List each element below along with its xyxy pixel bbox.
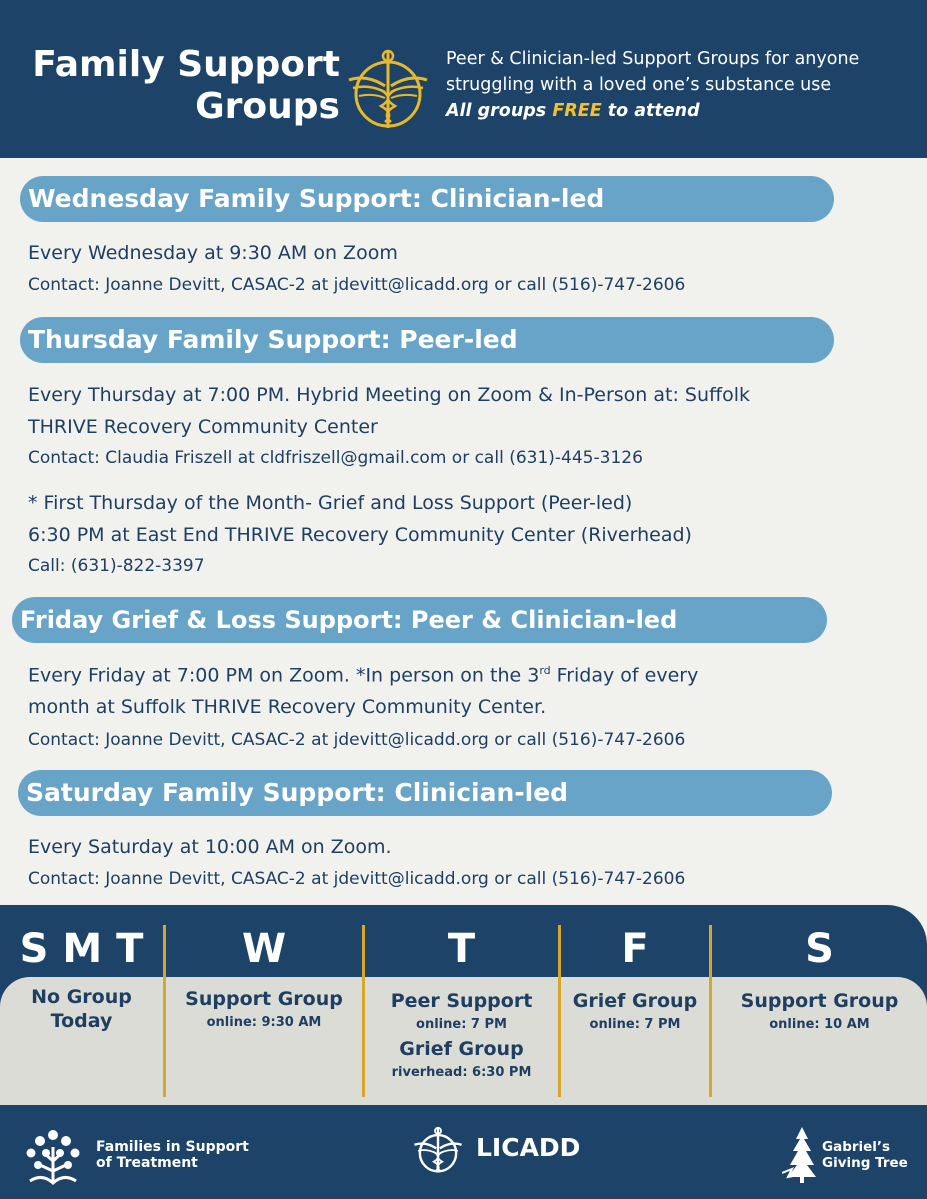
cell-wednesday: Support Group online: 9:30 AM [185, 988, 343, 1030]
saturday-heading: Saturday Family Support: Clinician-led [18, 770, 832, 816]
thursday-note-line1: * First Thursday of the Month- Grief and Loss Support (Peer-led) [28, 492, 633, 514]
weekly-calendar [0, 905, 927, 1105]
cell-thursday: Peer Support online: 7 PM Grief Group riverhead: 6:30 PM [390, 990, 533, 1080]
day-header-wednesday: W [241, 926, 287, 972]
friday-schedule-line1: Every Friday at 7:00 PM on Zoom. *In person on the 3rd Friday of every [28, 664, 699, 687]
cell-smt: No Group Today [31, 986, 132, 1032]
thursday-heading: Thursday Family Support: Peer-led [20, 317, 834, 363]
thursday-note-line2: 6:30 PM at East End THRIVE Recovery Community Center (Riverhead) [28, 524, 692, 546]
wednesday-schedule: Every Wednesday at 9:30 AM on Zoom [28, 242, 398, 264]
page-title: Family Support Groups [32, 44, 340, 127]
header-tagline: Peer & Clinician-led Support Groups for anyone struggling with a loved one’s substance use All groups FREE to attend [446, 46, 921, 124]
day-header-thursday: T [447, 926, 476, 972]
friday-contact: Contact: Joanne Devitt, CASAC-2 at jdevitt@licadd.org or call (516)-747-2606 [28, 730, 686, 750]
org-families-in-support: Families in Support of Treatment [96, 1139, 249, 1171]
saturday-contact: Contact: Joanne Devitt, CASAC-2 at jdevitt@licadd.org or call (516)-747-2606 [28, 869, 686, 889]
footer-banner [0, 1105, 927, 1199]
tree-people-icon [22, 1127, 84, 1185]
saturday-schedule: Every Saturday at 10:00 AM on Zoom. [28, 836, 392, 858]
pine-tree-icon [782, 1125, 822, 1185]
free-notice: All groups FREE to attend [446, 101, 700, 121]
caduceus-emblem-icon [345, 44, 431, 130]
org-licadd: LICADD [476, 1133, 581, 1162]
cell-friday: Grief Group online: 7 PM [572, 990, 698, 1032]
day-header-saturday: S [805, 926, 834, 972]
friday-schedule-line2: month at Suffolk THRIVE Recovery Community Center. [28, 696, 547, 718]
thursday-contact: Contact: Claudia Friszell at cldfriszell@gmail.com or call (631)-445-3126 [28, 448, 643, 468]
friday-heading: Friday Grief & Loss Support: Peer & Clinician-led [12, 597, 827, 643]
day-header-smt: S M T [19, 926, 144, 972]
free-highlight: FREE [552, 101, 602, 121]
wednesday-contact: Contact: Joanne Devitt, CASAC-2 at jdevitt@licadd.org or call (516)-747-2606 [28, 275, 686, 295]
thursday-note-call: Call: (631)-822-3397 [28, 556, 205, 576]
day-header-friday: F [621, 926, 649, 972]
thursday-schedule-line1: Every Thursday at 7:00 PM. Hybrid Meeting on Zoom & In-Person at: Suffolk [28, 384, 751, 406]
thursday-schedule-line2: THRIVE Recovery Community Center [28, 416, 378, 438]
header-banner [0, 0, 927, 158]
cell-saturday: Support Group online: 10 AM [740, 990, 899, 1032]
licadd-emblem-icon [412, 1123, 464, 1175]
wednesday-heading: Wednesday Family Support: Clinician-led [20, 176, 834, 222]
org-gabriels-giving-tree: Gabriel’s Giving Tree [822, 1139, 908, 1171]
